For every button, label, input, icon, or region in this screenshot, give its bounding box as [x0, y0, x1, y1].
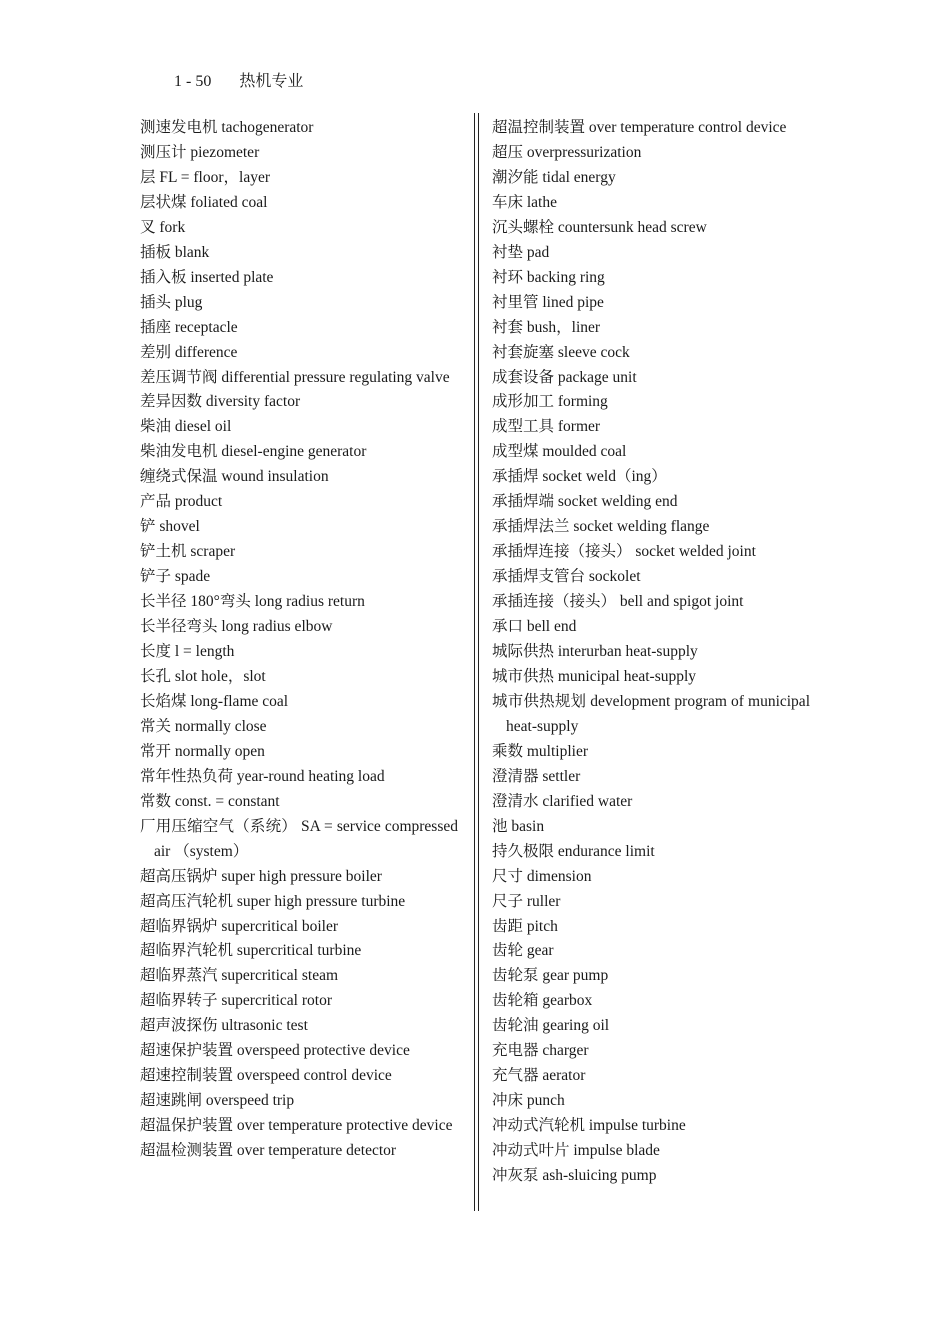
glossary-entry: 超临界转子 supercritical rotor: [140, 992, 332, 1010]
glossary-entry: 超临界蒸汽 supercritical steam: [140, 967, 339, 985]
glossary-entry: 插板 blank: [140, 243, 210, 261]
glossary-entry: 超温控制装置 over temperature control device: [492, 119, 787, 136]
glossary-entry: 齿距 pitch: [492, 917, 558, 935]
glossary-entry: 产品 product: [140, 493, 223, 511]
glossary-entry: 沉头螺栓 countersunk head screw: [492, 218, 707, 236]
glossary-entry: 层状煤 foliated coal: [140, 193, 268, 211]
glossary-entry: 超临界锅炉 supercritical boiler: [140, 917, 339, 935]
glossary-entry: 层 FL = floor，layer: [140, 168, 270, 186]
glossary-entry: 铲 shovel: [140, 518, 200, 536]
glossary-entry: 承插焊法兰 socket welding flange: [492, 518, 710, 536]
glossary-entry: 承插焊端 socket welding end: [492, 493, 678, 511]
glossary-entry: 常关 normally close: [140, 717, 267, 735]
glossary-entry: 铲土机 scraper: [140, 543, 236, 561]
glossary-entry: 城际供热 interurban heat-supply: [492, 643, 698, 661]
section-title: 热机专业: [239, 73, 304, 90]
glossary-entry: 超速保护装置 overspeed protective device: [140, 1042, 410, 1060]
glossary-entry: 车床 lathe: [492, 193, 557, 211]
glossary-entry: 成形加工 forming: [492, 393, 608, 411]
glossary-entry: 常数 const. = constant: [140, 792, 280, 810]
glossary-entry: 乘数 multiplier: [492, 742, 589, 760]
glossary-entry: 超声波探伤 ultrasonic test: [140, 1017, 308, 1035]
glossary-entry: 叉 fork: [140, 218, 186, 236]
page-number: 1 - 50: [174, 73, 212, 90]
glossary-entry: 长度 l = length: [140, 643, 235, 661]
glossary-entry: 承插连接（接头） bell and spigot joint: [492, 593, 744, 611]
glossary-entry: 超高压锅炉 super high pressure boiler: [140, 867, 382, 885]
left-column: [140, 116, 458, 1164]
glossary-entry: 测压计 piezometer: [140, 143, 260, 161]
glossary-entry: 澄清器 settler: [492, 767, 581, 785]
glossary-entry: 齿轮油 gearing oil: [492, 1017, 610, 1035]
glossary-entry: 充电器 charger: [492, 1042, 589, 1060]
glossary-entry: 柴油 diesel oil: [140, 418, 232, 436]
glossary-entry: 插座 receptacle: [140, 318, 238, 336]
glossary-entry: 齿轮箱 gearbox: [492, 992, 593, 1010]
glossary-entry: 承插焊连接（接头） socket welded joint: [492, 543, 756, 561]
page-header: [174, 68, 303, 91]
glossary-entry: 常年性热负荷 year-round heating load: [140, 767, 385, 785]
glossary-entry: 潮汐能 tidal energy: [492, 168, 616, 186]
glossary-entry: 池 basin: [492, 817, 545, 835]
glossary-entry: 厂用压缩空气（系统） SA = service compressed air （system）: [140, 817, 458, 860]
glossary-entry: 常开 normally open: [140, 742, 265, 760]
glossary-entry: 城市供热规划 development program of municipal heat-supply: [492, 692, 810, 735]
glossary-entry: 尺寸 dimension: [492, 867, 592, 885]
glossary-entry: 承口 bell end: [492, 618, 577, 636]
glossary-entry: 差异因数 diversity factor: [140, 393, 301, 411]
glossary-entry: 齿轮泵 gear pump: [492, 967, 609, 985]
glossary-entry: 持久极限 endurance limit: [492, 842, 655, 860]
glossary-entry: 超速控制装置 overspeed control device: [140, 1067, 392, 1085]
glossary-entry: 超速跳闸 overspeed trip: [140, 1092, 295, 1110]
glossary-entry: 差压调节阀 differential pressure regulating valve: [140, 368, 450, 386]
glossary-entry: 柴油发电机 diesel-engine generator: [140, 443, 367, 461]
glossary-entry: 超临界汽轮机 supercritical turbine: [140, 942, 362, 960]
glossary-entry: 衬套 bush，liner: [492, 318, 601, 336]
glossary-entry: 插头 plug: [140, 293, 203, 311]
glossary-entry: 测速发电机 tachogenerator: [140, 119, 314, 136]
glossary-entry: 冲动式叶片 impulse blade: [492, 1142, 660, 1160]
glossary-entry: 冲动式汽轮机 impulse turbine: [492, 1117, 686, 1135]
glossary-entry: 充气器 aerator: [492, 1067, 586, 1085]
glossary-entry: 衬里管 lined pipe: [492, 293, 604, 311]
glossary-entry: 衬垫 pad: [492, 243, 550, 261]
glossary-entry: 城市供热 municipal heat-supply: [492, 667, 697, 685]
glossary-entry: 承插焊支管台 sockolet: [492, 568, 641, 586]
glossary-entry: 尺子 ruller: [492, 892, 561, 910]
glossary-entry: 长半径 180°弯头 long radius return: [140, 593, 365, 611]
glossary-entry: 衬套旋塞 sleeve cock: [492, 343, 630, 361]
glossary-entry: 成型煤 moulded coal: [492, 443, 627, 461]
glossary-entry: 插入板 inserted plate: [140, 268, 274, 286]
glossary-entry: 衬环 backing ring: [492, 268, 605, 286]
glossary-entry: 齿轮 gear: [492, 942, 554, 960]
glossary-entry: 超压 overpressurization: [492, 143, 642, 161]
glossary-entry: 长焰煤 long-flame coal: [140, 692, 289, 710]
glossary-entry: 冲灰泵 ash-sluicing pump: [492, 1167, 657, 1185]
right-column: [492, 116, 810, 1189]
glossary-entry: 成套设备 package unit: [492, 368, 637, 386]
glossary-entry: 铲子 spade: [140, 568, 211, 586]
glossary-entry: 长孔 slot hole，slot: [140, 667, 266, 685]
glossary-entry: 澄清水 clarified water: [492, 792, 633, 810]
column-divider: [474, 113, 479, 1211]
glossary-entry: 超温检测装置 over temperature detector: [140, 1142, 397, 1160]
glossary-entry: 超温保护装置 over temperature protective device: [140, 1117, 453, 1135]
glossary-entry: 缠绕式保温 wound insulation: [140, 468, 329, 486]
glossary-entry: 长半径弯头 long radius elbow: [140, 618, 333, 636]
glossary-entry: 差别 difference: [140, 343, 238, 361]
glossary-entry: 成型工具 former: [492, 418, 601, 436]
glossary-entry: 冲床 punch: [492, 1092, 565, 1110]
glossary-entry: 承插焊 socket weld（ing）: [492, 468, 667, 486]
glossary-entry: 超高压汽轮机 super high pressure turbine: [140, 892, 406, 910]
